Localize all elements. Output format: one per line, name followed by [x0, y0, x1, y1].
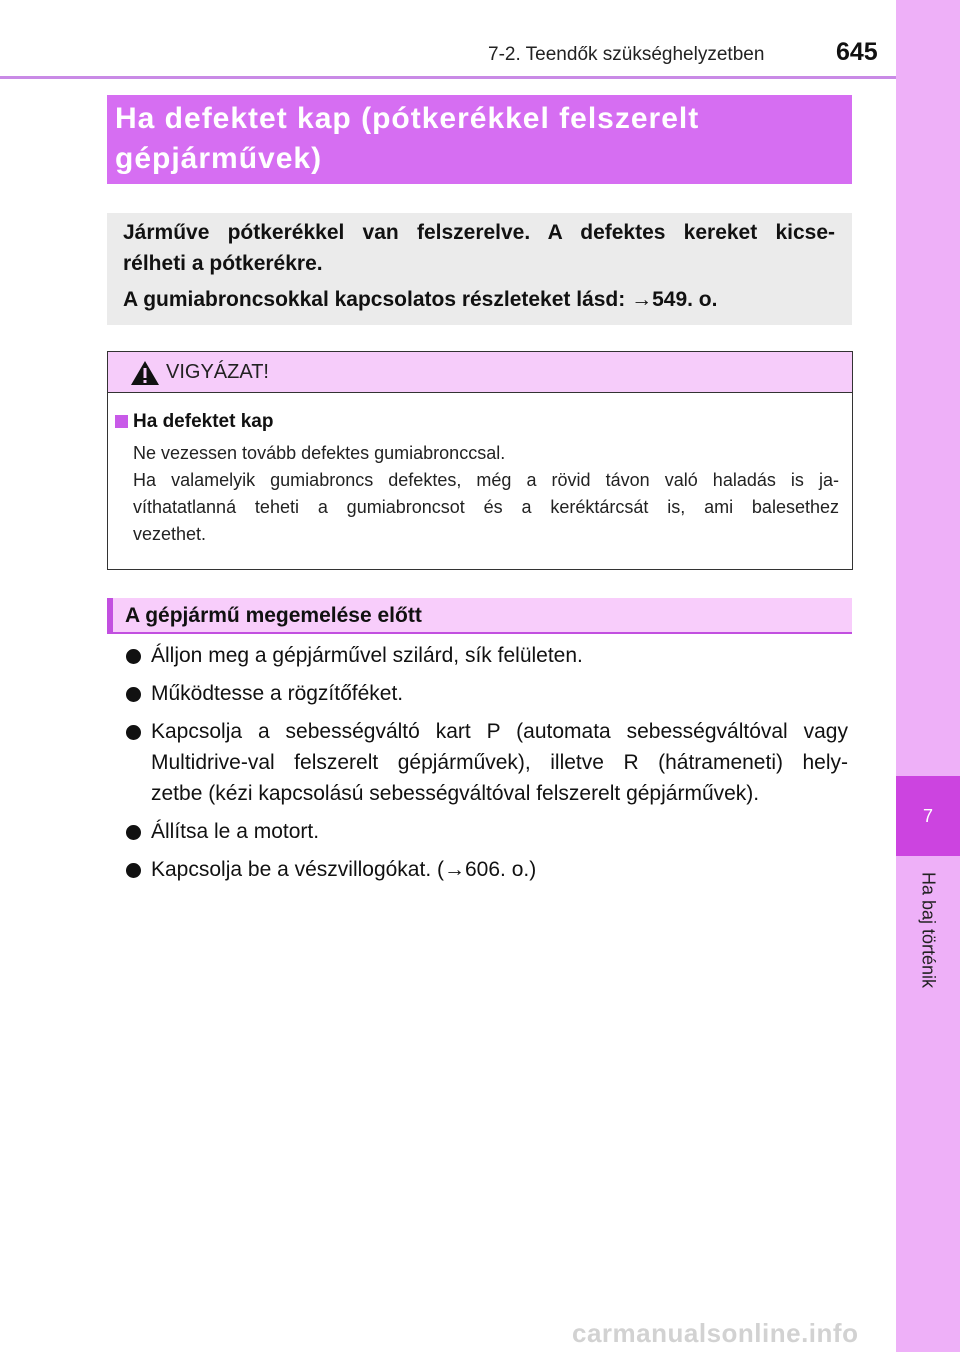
list-item-text: Állítsa le a motort.: [151, 820, 320, 843]
title-banner: [107, 95, 852, 184]
list-item: [126, 640, 848, 671]
bullet-dot-icon: [126, 687, 141, 702]
list-item-line: Multidrive-val felszerelt gépjárművek), illetve R (hátrameneti) hely-: [151, 751, 848, 774]
caution-line: víthatatlanná teheti a gumiabroncsot és a keréktárcsát is, ami balesethez: [133, 497, 839, 517]
watermark: carmanualsonline.info: [572, 1318, 859, 1348]
subsection-title: A gépjármű megemelése előtt: [125, 604, 422, 627]
list-item: [126, 678, 848, 709]
list-item: [126, 854, 848, 885]
intro-reference-line: A gumiabroncsokkal kapcsolatos részleteket lásd: →549. o.: [123, 288, 718, 311]
caution-line: vezethet.: [133, 524, 207, 544]
list-item: [126, 716, 848, 809]
list-item-text: [151, 716, 848, 809]
list-item-text: Működtesse a rögzítőféket.: [151, 682, 404, 705]
bullet-dot-icon: [126, 649, 141, 664]
list-item-text: Kapcsolja be a vészvillogókat. (→606. o.): [151, 858, 537, 881]
subsection-underline: [107, 632, 852, 634]
intro-line-1: Járműve pótkerékkel van felszerelve. A defektes kereket kicse-: [123, 221, 835, 244]
side-tab: [896, 0, 960, 1352]
caution-line: Ha valamelyik gumiabroncs defektes, még a rövid távon való haladás is ja-: [133, 470, 839, 490]
caution-body: [133, 440, 839, 548]
square-bullet-icon: [115, 415, 128, 428]
caution-header: [108, 352, 852, 393]
chapter-number-tab: 7: [896, 776, 960, 856]
intro-line-2: rélheti a pótkerékre.: [123, 252, 323, 275]
list-item-line: zetbe (kézi kapcsolású sebességváltóval felszerelt gépjárművek).: [151, 782, 760, 805]
bullet-dot-icon: [126, 863, 141, 878]
chapter-title-vertical: Ha baj történik: [918, 872, 939, 989]
subsection-accent: [107, 598, 113, 634]
bullet-dot-icon: [126, 725, 141, 740]
page-number: 645: [836, 38, 878, 66]
page-title: Ha defektet kap (pótkerékkel felszerelt gépjárművek): [115, 102, 700, 175]
caution-title: VIGYÁZAT!: [166, 361, 269, 383]
list-item-line: Kapcsolja a sebességváltó kart P (automata sebességváltóval vagy: [151, 720, 848, 743]
caution-box: [107, 351, 853, 570]
bullet-dot-icon: [126, 825, 141, 840]
caution-line: Ne vezessen tovább defektes gumiabronccsal.: [133, 443, 506, 463]
caution-subheading: Ha defektet kap: [133, 411, 274, 432]
intro-box: [107, 213, 852, 325]
subsection-heading-bar: [107, 598, 852, 634]
bullet-list: [126, 640, 848, 892]
warning-triangle-icon: [130, 360, 160, 386]
header-rule: [0, 76, 896, 79]
header-section-title: 7-2. Teendők szükséghelyzetben: [488, 44, 765, 65]
list-item: [126, 816, 848, 847]
list-item-text: Álljon meg a gépjárművel szilárd, sík felületen.: [151, 644, 583, 667]
